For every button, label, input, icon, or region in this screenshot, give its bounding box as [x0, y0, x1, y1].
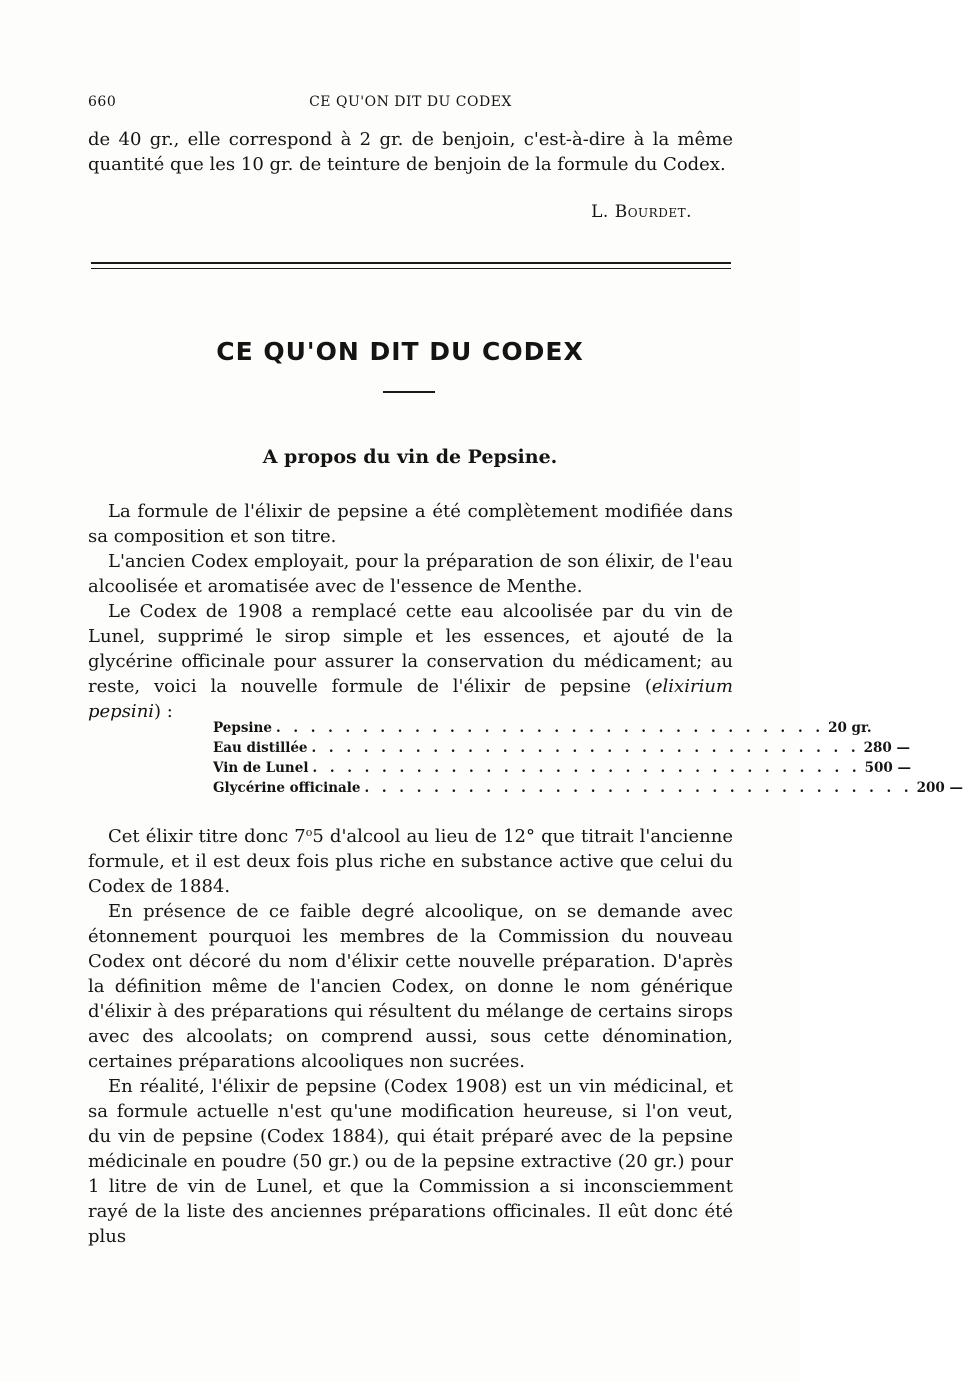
title-underline: [383, 391, 435, 393]
page-number: 660: [88, 94, 117, 110]
author-signature: [591, 202, 692, 222]
formula-row: [213, 718, 872, 738]
paragraph-3-close: ) :: [154, 701, 173, 722]
paragraph-3-text: Le Codex de 1908 a remplacé cette eau alcoolisée par du vin de Lunel, supprimé le sirop simple et les essences, et ajouté de la glycérine officinale pour assurer la conservation du médicament; au reste, voici la nouvelle formule de l'élixir de pepsine (: [88, 601, 733, 697]
continuation-text: de 40 gr., elle correspond à 2 gr. de benjoin, c'est-à-dire à la même quantité que les 10 gr. de teinture de benjoin de la formule du Codex.: [88, 129, 733, 175]
formula-row: [213, 758, 911, 778]
paragraph-3: [88, 599, 733, 724]
formula-row: [213, 738, 911, 758]
continuation-paragraph: [88, 127, 733, 177]
section-title: CE QU'ON DIT DU CODEX: [216, 337, 584, 366]
author-initial: L.: [591, 202, 609, 222]
degree-superscript: o: [305, 826, 313, 839]
leader-dots: . . . . . . . . . . . . . . . . . . . . . . . . . . . . . . . .: [312, 760, 861, 776]
ingredient-quantity: 280 —: [863, 740, 911, 756]
leader-dots: . . . . . . . . . . . . . . . . . . . . . . . . . . . . . . . .: [275, 720, 825, 736]
author-surname: Bourdet.: [614, 202, 692, 222]
divider-thin-line: [91, 268, 731, 269]
paragraph-2: L'ancien Codex employait, pour la préparation de son élixir, de l'eau alcoolisée et aromatisée avec de l'essence de Menthe.: [88, 551, 733, 597]
leader-dots: . . . . . . . . . . . . . . . . . . . . . . . . . . . . . . . .: [364, 780, 913, 796]
ingredient-quantity: 200 —: [916, 780, 963, 796]
formula-row: [213, 778, 963, 798]
paragraph-4-rest: 5 d'alcool au lieu de 12° que titrait l'ancienne formule, et il est deux fois plus riche en substance active que celui du Codex de 1884.: [88, 826, 733, 897]
article-subtitle: A propos du vin de Pepsine.: [262, 446, 558, 468]
ingredient-name: Vin de Lunel: [213, 760, 309, 776]
formula-list: [213, 718, 963, 798]
intro-text: [88, 499, 733, 724]
ingredient-name: Glycérine officinale: [213, 780, 361, 796]
paragraph-4: [88, 820, 733, 899]
paragraph-4-start: Cet élixir titre donc 7: [108, 826, 306, 847]
ingredient-name: Pepsine: [213, 720, 272, 736]
divider-thick-line: [91, 262, 731, 264]
section-divider: [91, 262, 731, 269]
leader-dots: . . . . . . . . . . . . . . . . . . . . . . . . . . . . . . . .: [311, 740, 860, 756]
ingredient-quantity: 20 gr.: [828, 720, 872, 736]
latin-name: elixirium pepsini: [88, 676, 733, 722]
discussion-text: [88, 820, 733, 1249]
paragraph-6: En réalité, l'élixir de pepsine (Codex 1908) est un vin médicinal, et sa formule actuelle n'est qu'une modification heureuse, si l'on veut, du vin de pepsine (Codex 1884), qui était préparé avec de la pepsine médicinale en poudre (50 gr.) ou de la pepsine extractive (20 gr.) pour 1 litre de vin de Lunel, et que la Commission a si inconsciemment rayé de la liste des anciennes préparations officinales. Il eût donc été plus: [88, 1076, 733, 1247]
paragraph-1: La formule de l'élixir de pepsine a été complètement modifiée dans sa composition et son titre.: [88, 501, 733, 547]
running-title: CE QU'ON DIT DU CODEX: [309, 94, 512, 110]
ingredient-quantity: 500 —: [864, 760, 911, 776]
ingredient-name: Eau distillée: [213, 740, 308, 756]
paragraph-5: En présence de ce faible degré alcoolique, on se demande avec étonnement pourquoi les membres de la Commission du nouveau Codex ont décoré du nom d'élixir cette nouvelle préparation. D'après la définition même de l'ancien Codex, on donne le nom générique d'élixir à des préparations qui résultent du mélange de certains sirops avec des alcoolats; on comprend aussi, sous cette dénomination, certaines préparations alcooliques non sucrées.: [88, 901, 733, 1072]
